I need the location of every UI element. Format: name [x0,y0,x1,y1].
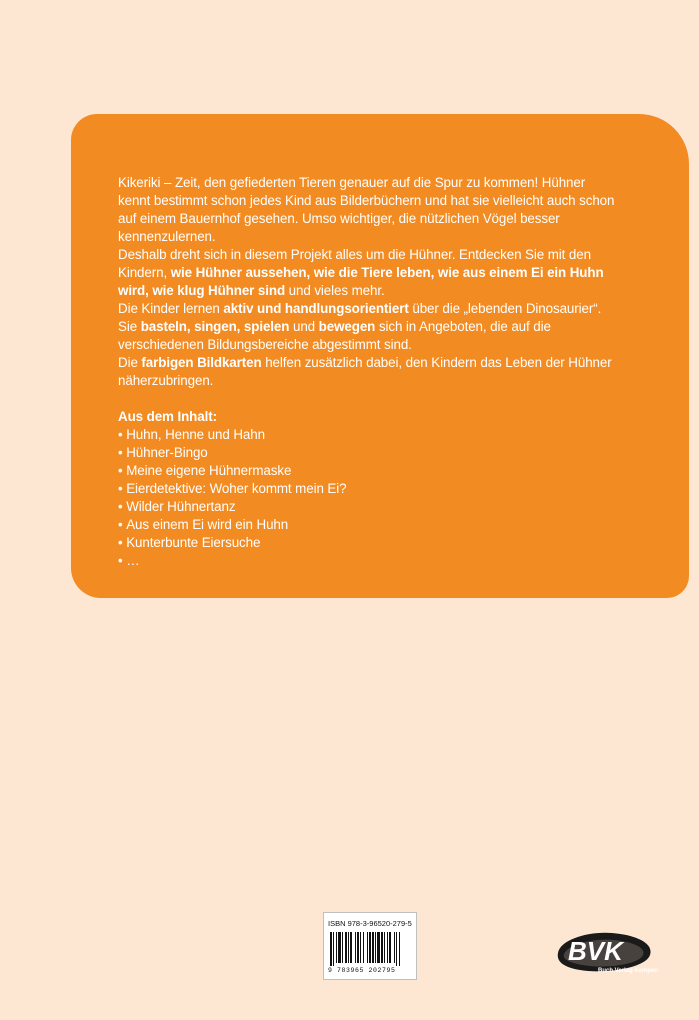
logo-tagline: Buch Verlag Kempen [598,968,659,974]
list-item: • Kunterbunte Eiersuche [118,534,618,552]
project-paragraph: Deshalb dreht sich in diesem Projekt alles um die Hühner. Entdecken Sie mit den Kindern, wie Hühner aussehen, wie die Tiere leben, wie aus einem Ei ein Huhn wird, wie klug Hühner sind und vieles mehr. [118,247,604,298]
list-item: • Aus einem Ei wird ein Huhn [118,516,618,534]
bvk-logo [550,927,660,977]
logo-text: BVK [568,936,623,966]
list-item: • … [118,552,618,570]
contents-title: Aus dem Inhalt: [118,409,217,424]
cards-paragraph: Die farbigen Bildkarten helfen zusätzlich dabei, den Kindern das Leben der Hühner näherzubringen. [118,355,612,388]
blurb [118,174,618,570]
barcode-icon [330,932,410,966]
contents-list [118,426,618,570]
list-item: • Meine eigene Hühnermaske [118,462,618,480]
intro-paragraph: Kikeriki – Zeit, den gefiederten Tieren genauer auf die Spur zu kommen! Hühner kennt bestimmt schon jedes Kind aus Bilderbüchern und hat sie vielleicht auch schon auf einem Bauernhof gesehen. Umso wichtiger, die nützlichen Vögel besser kennenzulernen. [118,175,615,244]
list-item: • Eierdetektive: Woher kommt mein Ei? [118,480,618,498]
barcode-digits: 9 783965 202795 [328,967,396,974]
list-item: • Wilder Hühnertanz [118,498,618,516]
learning-paragraph: Die Kinder lernen aktiv und handlungsorientiert über die „lebenden Dinosaurier“. Sie basteln, singen, spielen und bewegen sich in Angeboten, die auf die verschiedenen Bildungsbereiche abgestimmt sind. [118,301,602,352]
list-item: • Hühner-Bingo [118,444,618,462]
barcode-box [323,912,417,980]
list-item: • Huhn, Henne und Hahn [118,426,618,444]
isbn-label: ISBN 978-3-96520-279-5 [328,919,412,928]
